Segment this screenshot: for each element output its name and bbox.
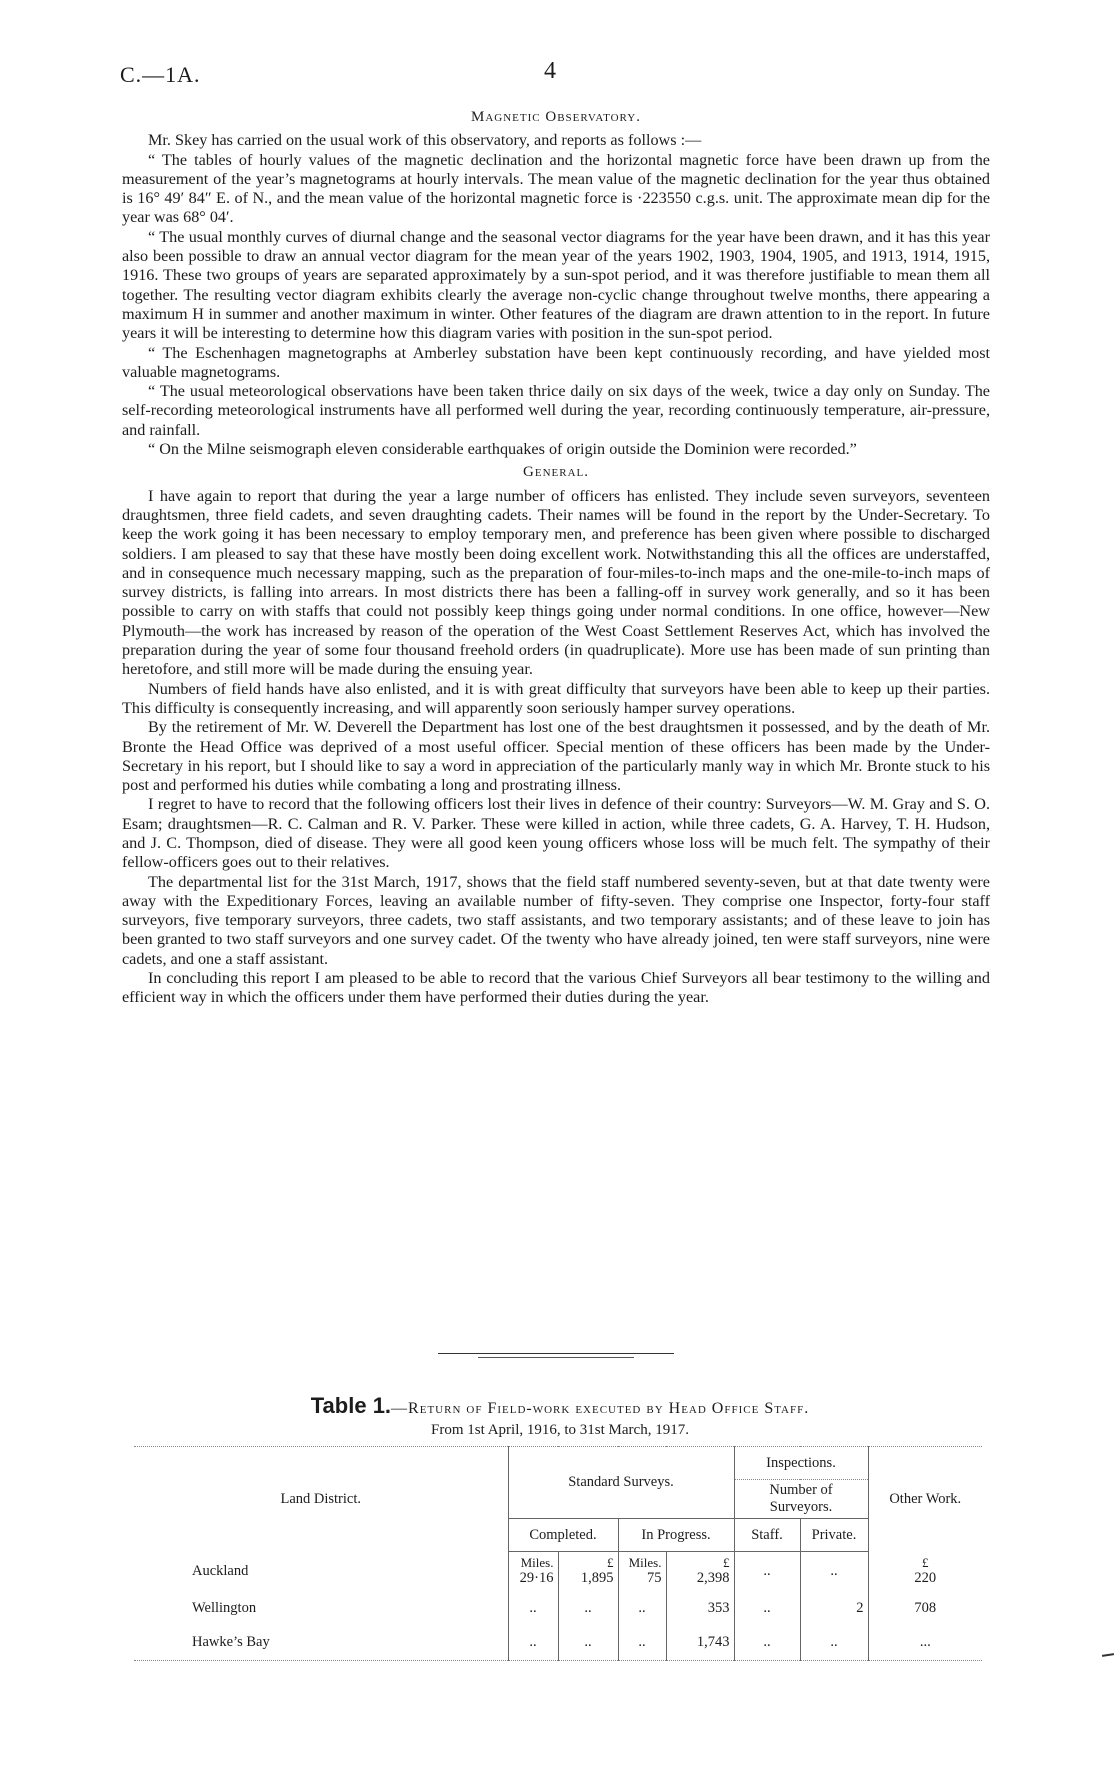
value: 2,398 [696,1570,730,1587]
page-number: 4 [544,58,556,84]
report-body [122,108,990,1008]
progress-pounds-cell [666,1552,734,1592]
unit-label: Miles. [520,1555,554,1571]
progress-miles-cell: .. [618,1626,666,1661]
progress-pounds-cell: 353 [666,1592,734,1626]
paragraph: “ The usual meteorological observations have been taken thrice daily on six days of the week, twice a day only on Sunday. The self-recording meteorological instruments have all performed well during the year, recording continuously temperature, air-pressure, and rainfall. [122,382,990,439]
table-row [134,1552,982,1592]
paragraph: “ On the Milne seismograph eleven considerable earthquakes of origin outside the Dominion were recorded.” [148,440,857,459]
table-label: Table 1. [310,1393,392,1418]
other-work-cell [868,1552,982,1592]
paragraph: “ The tables of hourly values of the magnetic declination and the horizontal magnetic force have been drawn up from the measurement of the year’s magnetograms at hourly intervals. The mean value of the magnetic declination for the year thus obtained is 16° 49′ 84″ E. of N., and the mean value of the horizontal magnetic force is ·223550 c.g.s. unit. The approximate mean dip for the year was 68° 04′. [122,150,990,227]
completed-pounds-cell: .. [558,1592,618,1626]
unit-label: £ [922,1555,929,1570]
paragraph: I regret to have to record that the following officers lost their lives in defence of their country: Surveyors—W. M. Gray and S. O. Esam; draughtsmen—R. C. Calman and R. V. Parker. These were killed in action, while three cadets, G. A. Harvey, T. H. Hudson, and J. C. Thompson, died of disease. They were all good keen young officers whose loss will be much felt. The sympathy of their fellow-officers goes out to their relatives. [122,795,990,872]
table-subtitle: From 1st April, 1916, to 31st March, 1917. [431,1422,689,1438]
completed-pounds-cell: .. [558,1626,618,1661]
separator-rule [438,1353,674,1354]
staff-cell: .. [734,1592,800,1626]
value: 75 [647,1570,662,1587]
header-land-district: Land District. [134,1447,508,1552]
private-cell: .. [800,1552,868,1592]
other-work-cell: ... [868,1626,982,1661]
land-district-cell: Wellington [192,1600,257,1616]
unit-label: Miles. [628,1555,662,1571]
unit-label: £ [607,1555,614,1571]
header-standard-surveys: Standard Surveys. [508,1447,734,1519]
field-work-table [134,1446,982,1661]
header-completed: Completed. [508,1519,618,1552]
paragraph: I have again to report that during the year a large number of officers has enlisted. They include seven surveyors, seventeen draughtsmen, three field cadets, and seven draughting cadets. Their names will be found in the report by the Under-Secretary. To keep the work going it has been necessary to employ temporary men, and preference has been given where possible to discharged soldiers. I am pleased to say that these have mostly been doing excellent work. Notwithstanding this all the offices are understaffed, and in consequence much necessary mapping, such as the preparation of four-miles-to-inch maps and the one-mile-to-inch maps of survey districts, is falling into arrears. In most districts there has been a falling-off in survey work generally, and so it has been possible to carry on with staffs that could not possibly keep things going under normal conditions. In one office, however—New Plymouth—the work has increased by reason of the operation of the West Coast Settlement Reserves Act, which has involved the preparation during the year of some four thousand freehold orders (in quadruplicate). More use has been made of sun printing than heretofore, and still more will be made during the ensuing year. [122,486,990,679]
header-other-work: Other Work. [868,1447,982,1552]
margin-mark [1102,1653,1114,1657]
document-reference: C.—1A. [120,62,201,87]
table-row [134,1626,982,1661]
header-in-progress: In Progress. [618,1519,734,1552]
section-heading-general: General. [523,464,589,481]
land-district-cell: Auckland [192,1563,249,1579]
progress-pounds-cell: 1,743 [666,1626,734,1661]
progress-miles-cell [618,1552,666,1592]
table-row [134,1592,982,1626]
other-work-cell: 708 [868,1592,982,1626]
completed-miles-cell: .. [508,1626,558,1661]
section-heading-magnetic: Magnetic Observatory. [471,109,641,125]
table-caption: —Return of Field-work executed by Head Office Staff. [391,1400,810,1417]
paragraph: “ The usual monthly curves of diurnal change and the seasonal vector diagrams for the year have been drawn, and it has this year also been possible to draw an annual vector diagram for the mean year of the years 1902, 1903, 1904, 1905, and 1913, 1914, 1915, 1916. These two groups of years are separated approximately by a sun-spot period, and it was therefore justifiable to mean them all together. The resulting vector diagram exhibits clearly the average non-cyclic change throughout twelve months, there appearing a maximum H in summer and another maximum in winter. Other features of the diagram are drawn attention to in the report. In future years it will be interesting to determine how this diagram varies with position in the sun-spot period. [122,227,990,343]
staff-cell: .. [734,1626,800,1661]
paragraph: Numbers of field hands have also enlisted, and it is with great difficulty that surveyors have been able to keep up their parties. This difficulty is consequently increasing, and will apparently soon seriously hamper survey operations. [122,679,990,717]
completed-miles-cell [508,1552,558,1592]
paragraph: Mr. Skey has carried on the usual work of this observatory, and reports as follows :— [148,131,702,150]
header-private: Private. [800,1519,868,1552]
completed-miles-cell: .. [508,1592,558,1626]
header-number-of-surveyors: Number of Surveyors. [734,1480,868,1519]
completed-pounds-cell [558,1552,618,1592]
paragraph: In concluding this report I am pleased to be able to record that the various Chief Surveyors all bear testimony to the willing and efficient way in which the officers under them have performed their duties during the year. [122,969,990,1007]
staff-cell: .. [734,1552,800,1592]
header-staff: Staff. [734,1519,800,1552]
separator-rule [478,1357,634,1358]
land-district-cell: Hawke’s Bay [134,1626,508,1661]
paragraph: “ The Eschenhagen magnetographs at Amberley substation have been kept continuously recording, and have yielded most valuable magnetograms. [122,343,990,381]
private-cell: .. [800,1626,868,1661]
paragraph: The departmental list for the 31st March, 1917, shows that the field staff numbered seventy-seven, but at that date twenty were away with the Expeditionary Forces, leaving an available number of fifty-seven. They comprise one Inspector, forty-four staff surveyors, five temporary surveyors, three cadets, two staff assistants, and two temporary assistants; and of these leave to join has been granted to two staff surveyors and one survey cadet. Of the twenty who have already joined, ten were staff surveyors, nine were cadets, and one a staff assistant. [122,872,990,968]
unit-label: £ [723,1555,730,1571]
table-title [120,1393,1000,1419]
value: 1,895 [580,1570,614,1587]
paragraph: By the retirement of Mr. W. Deverell the Department has lost one of the best draughtsmen it possessed, and by the death of Mr. Bronte the Head Office was deprived of a most useful officer. Special mention of these officers has been made by the Under-Secretary in his report, but I should like to say a word in appreciation of the particularly manly way in which Mr. Bronte stuck to his post and performed his duties while combating a long and prostrating illness. [122,718,990,795]
progress-miles-cell: .. [618,1592,666,1626]
header-inspections: Inspections. [734,1447,868,1480]
value: 220 [914,1570,937,1586]
value: 29·16 [519,1570,554,1587]
private-cell: 2 [800,1592,868,1626]
